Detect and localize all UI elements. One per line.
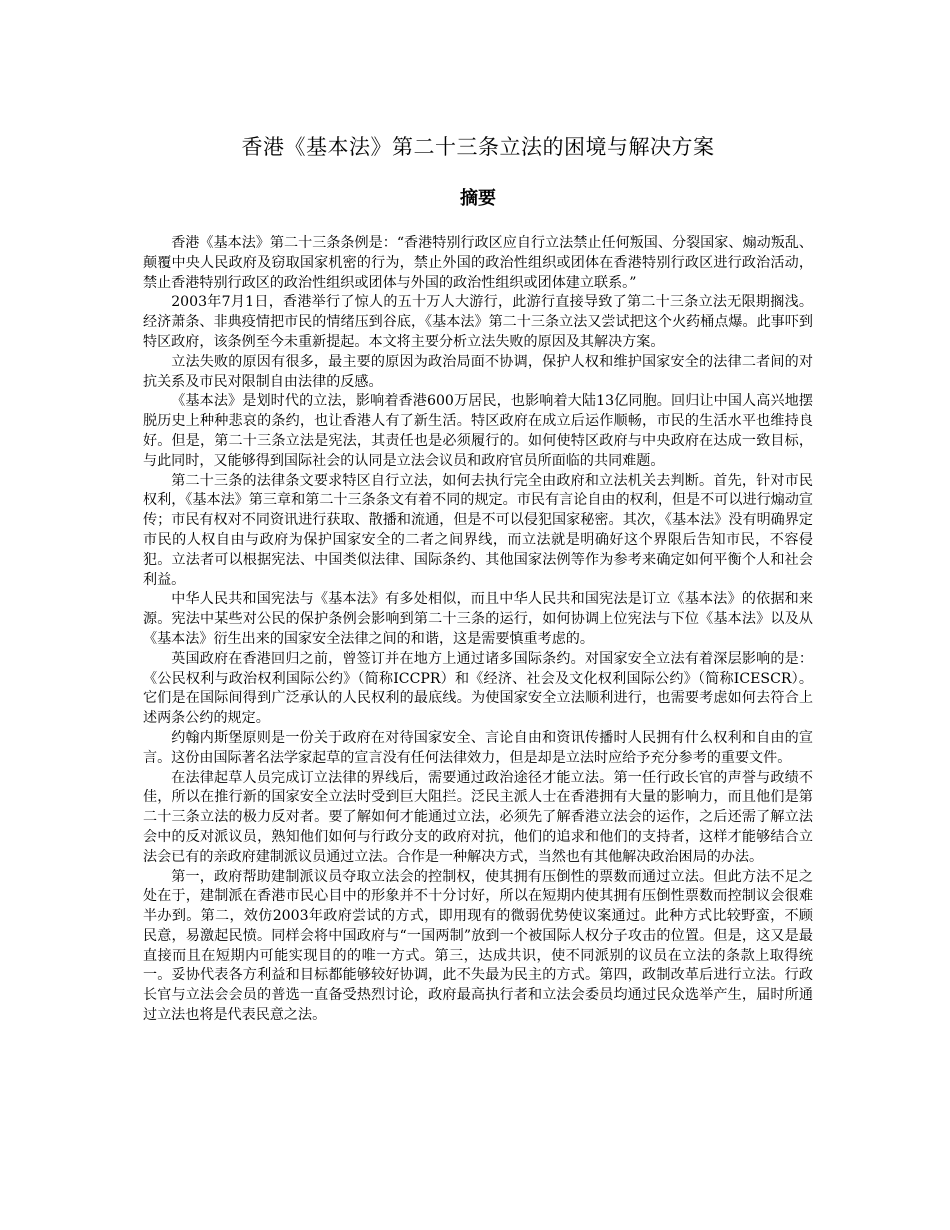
paragraph-4: 《基本法》是划时代的立法，影响着香港600万居民，也影响着大陆13亿同胞。回归让中国人高兴地摆脱历史上种种悲哀的条约，也让香港人有了新生活。特区政府在成立后运作顺畅，市民的生活水平也维持良好。但是，第二十三条立法是宪法，其责任也是必须履行的。如何使特区政府与中央政府在达成一致目标，与此同时，又能够得到国际社会的认同是立法会议员和政府官员所面临的共同难题。 (143, 393, 813, 469)
abstract-body (143, 234, 813, 1026)
abstract-heading: 摘要 (460, 188, 496, 209)
paragraph-7: 英国政府在香港回归之前，曾签订并在地方上通过诸多国际条约。对国家安全立法有着深层影响的是：《公民权利与政治权利国际公约》（简称ICCPR）和《经济、社会及文化权利国际公约》（简称ICESCR）。它们是在国际间得到广泛承认的人民权利的最底线。为使国家安全立法顺利进行，也需要考虑如何去符合上述两条公约的规定。 (143, 650, 813, 727)
paragraph-6: 中华人民共和国宪法与《基本法》有多处相似，而且中华人民共和国宪法是订立《基本法》的依据和来源。宪法中某些对公民的保护条例会影响到第二十三条的运行，如何协调上位宪法与下位《基本法》以及从《基本法》衍生出来的国家安全法律之间的和谐，这是需要慎重考虑的。 (143, 591, 813, 647)
paragraph-9: 在法律起草人员完成订立法律的界线后，需要通过政治途径才能立法。第一任行政长官的声誉与政绩不佳，所以在推行新的国家安全立法时受到巨大阻拦。泛民主派人士在香港拥有大量的影响力，而且他们是第二十三条立法的极力反对者。要了解如何才能通过立法，必须先了解香港立法会的运作，之后还需了解立法会中的反对派议员，熟知他们如何与行政分支的政府对抗，他们的追求和他们的支持者，这样才能够结合立法会已有的亲政府建制派议员通过立法。合作是一种解决方式，当然也有其他解决政治困局的办法。 (143, 769, 813, 865)
document-page (143, 122, 813, 1026)
paragraph-1: 香港《基本法》第二十三条条例是：“香港特别行政区应自行立法禁止任何叛国、分裂国家、煽动叛乱、颠覆中央人民政府及窃取国家机密的行为，禁止外国的政治性组织或团体在香港特别行政区进行政治活动，禁止香港特别行政区的政治性组织或团体与外国的政治性组织或团体建立联系。” (143, 235, 813, 291)
paragraph-5: 第二十三条的法律条文要求特区自行立法，如何去执行完全由政府和立法机关去判断。首先，针对市民权利，《基本法》第三章和第二十三条条文有着不同的规定。市民有言论自由的权利，但是不可以进行煽动宣传；市民有权对不同资讯进行获取、散播和流通，但是不可以侵犯国家秘密。其次，《基本法》没有明确界定市民的人权自由与政府为保护国家安全的二者之间界线，而立法就是明确好这个界限后告知市民，不容侵犯。立法者可以根据宪法、中国类似法律、国际条约、其他国家法例等作为参考来确定如何平衡个人和社会利益。 (143, 472, 813, 588)
document-title: 香港《基本法》第二十三条立法的困境与解决方案 (241, 135, 715, 159)
paragraph-8: 约翰内斯堡原则是一份关于政府在对待国家安全、言论自由和资讯传播时人民拥有什么权利和自由的宣言。这份由国际著名法学家起草的宣言没有任何法律效力，但是却是立法时应给予充分参考的重要文件。 (143, 729, 813, 766)
paragraph-2: 2003年7月1日，香港举行了惊人的五十万人大游行，此游行直接导致了第二十三条立法无限期搁浅。经济萧条、非典疫情把市民的情绪压到谷底，《基本法》第二十三条立法又尝试把这个火药桶点爆。此事吓到特区政府，该条例至今未重新提起。本文将主要分析立法失败的原因及其解决方案。 (143, 294, 813, 350)
paragraph-10: 第一，政府帮助建制派议员夺取立法会的控制权，使其拥有压倒性的票数而通过立法。但此方法不足之处在于，建制派在香港市民心目中的形象并不十分讨好，所以在短期内使其拥有压倒性票数而控制议会很难半办到。第二，效仿2003年政府尝试的方式，即用现有的微弱优势使议案通过。此种方式比较野蛮，不顾民意，易激起民愤。同样会将中国政府与“一国两制”放到一个被国际人权分子攻击的位置。但是，这又是最直接而且在短期内可能实现目的的唯一方式。第三，达成共识，使不同派别的议员在立法的条款上取得统一。妥协代表各方利益和目标都能够较好协调，此不失最为民主的方式。第四，政制改革后进行立法。行政长官与立法会会员的普选一直备受热烈讨论，政府最高执行者和立法会委员均通过民众选举产生，届时所通过立法也将是代表民意之法。 (143, 868, 813, 1024)
paragraph-3: 立法失败的原因有很多，最主要的原因为政治局面不协调，保护人权和维护国家安全的法律二者间的对抗关系及市民对限制自由法律的反感。 (143, 353, 813, 390)
